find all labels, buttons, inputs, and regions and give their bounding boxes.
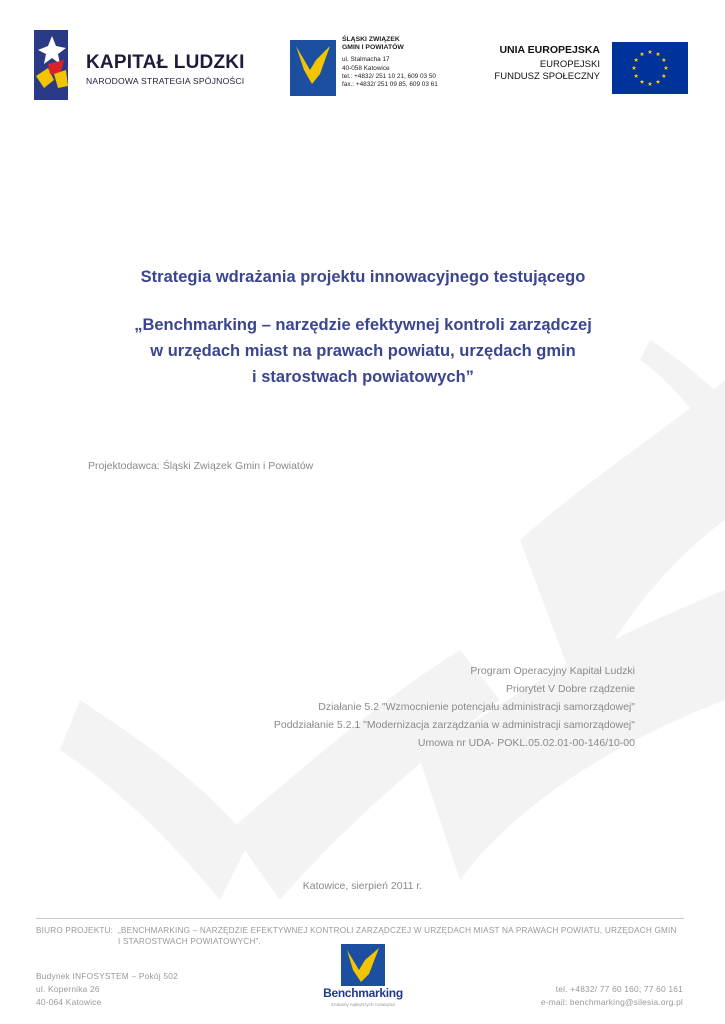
- projektodawca: Projektodawca: Śląski Związek Gmin i Powiatów: [88, 460, 314, 472]
- address-line-3: 40-064 Katowice: [36, 997, 102, 1007]
- slaski-zwiazek-logo: [290, 36, 460, 102]
- slaski-zwiazek-emblem-icon: [290, 40, 336, 96]
- kapital-ludzki-logo: [34, 30, 244, 100]
- kapital-ludzki-title: KAPITAŁ LUDZKI: [86, 52, 245, 73]
- kapital-ludzki-subtitle: NARODOWA STRATEGIA SPÓJNOŚCI: [86, 76, 245, 86]
- address-line-1: Budynek INFOSYSTEM – Pokój 502: [36, 971, 178, 981]
- biuro-line-1: „BENCHMARKING – NARZĘDZIE EFEKTYWNEJ KONTROLI ZARZĄDCZEJ W URZĘDACH MIAST NA PRAWACH POWIATU, URZĘDACH GMIN: [118, 926, 677, 935]
- document-title: Strategia wdrażania projektu innowacyjnego testującego: [140, 268, 586, 286]
- program-line-4: Poddziałanie 5.2.1 "Modernizacja zarządzania w administracji samorządowej": [273, 719, 635, 731]
- benchmarking-word: Benchmarking: [323, 986, 403, 1000]
- benchmarking-logo: [318, 944, 408, 1012]
- contact-phone: tel. +4832/ 77 60 160; 77 60 161: [555, 984, 683, 994]
- slaski-zwiazek-name-2: GMIN I POWIATÓW: [342, 44, 404, 52]
- benchmarking-emblem-icon: [341, 944, 385, 986]
- place-date: Katowice, sierpień 2011 r.: [302, 880, 423, 892]
- program-line-5: Umowa nr UDA- POKL.05.02.01-00-146/10-00: [417, 737, 635, 749]
- document-subtitle: [60, 312, 666, 390]
- slaski-zwiazek-name-1: ŚLĄSKI ZWIĄZEK: [342, 36, 400, 43]
- footer-address: [36, 970, 178, 1009]
- document-subtitle-line-2: w urzędach miast na prawach powiatu, urzędach gmin: [150, 342, 576, 360]
- program-line-2: Priorytet V Dobre rządzenie: [506, 683, 635, 695]
- kapital-ludzki-emblem-icon: [34, 30, 74, 100]
- program-line-3: Działanie 5.2 "Wzmocnienie potencjału administracji samorządowej": [318, 701, 635, 713]
- address-line-2: ul. Kopernika 26: [36, 984, 100, 994]
- ue-line-2: EUROPEJSKI: [539, 59, 600, 70]
- slaski-zwiazek-street: ul. Stalmacha 17: [342, 56, 390, 64]
- biuro-label: BIURO PROJEKTU:: [36, 926, 114, 935]
- ue-line-3: FUNDUSZ SPOŁECZNY: [494, 71, 600, 82]
- unia-europejska-logo: [488, 40, 688, 96]
- slaski-zwiazek-fax: fax.: +4832/ 251 09 85, 609 03 61: [342, 81, 438, 89]
- eu-flag-icon: [612, 42, 688, 94]
- contact-email: e-mail: benchmarking@silesia.org.pl: [540, 997, 683, 1007]
- slaski-zwiazek-tel: tel.: +4832/ 251 10 21, 609 03 50: [342, 72, 436, 80]
- footer-contact: [541, 983, 683, 1009]
- footer-divider: [36, 918, 684, 919]
- program-line-1: Program Operacyjny Kapitał Ludzki: [470, 665, 635, 677]
- biuro-line-2: I STAROSTWACH POWIATOWYCH”.: [118, 937, 261, 946]
- program-info: [274, 662, 635, 752]
- slaski-zwiazek-text: [342, 36, 438, 89]
- document-subtitle-line-1: „Benchmarking – narzędzie efektywnej kontroli zarządczej: [134, 316, 592, 334]
- document-subtitle-line-3: i starostwach powiatowych”: [252, 368, 474, 386]
- slaski-zwiazek-city: 40-058 Katowice: [342, 64, 390, 72]
- benchmarking-tagline: szukamy najlepszych rozwiązań: [330, 1002, 396, 1007]
- ue-line-1: UNIA EUROPEJSKA: [499, 44, 600, 56]
